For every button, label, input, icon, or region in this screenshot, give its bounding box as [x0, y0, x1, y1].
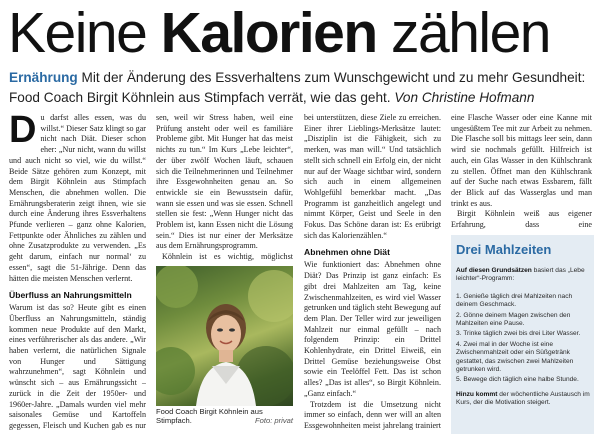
info-box-footer: [456, 391, 590, 408]
rule-item: 3. Trinke täglich zwei bis drei Liter Wasser.: [456, 330, 581, 338]
info-box-title: Drei Mahlzeiten: [456, 242, 552, 257]
column-1-paragraph-1: u darfst alles essen, was du willst.“ Dieser Satz klingt so gar nicht nach Diät. Dieser schon eher: „Nur nicht, wann du willst und auch nicht so viel, wie du willst.“ Beide Sätze gehören zum Konzept, mit dem Birgit Köhnlein aus Stimpfach Menschen, die abnehmen wollen. Die Ernährungsberaterin zeigt ihnen, wie sie durch eine Änderung ihres Essverhaltens Pfunde verlieren – ganz ohne Kalorien, Fettpunkte oder Ähnliches zu zählen und ohne Zusatzprodukte zu verwenden. „Es geht darum, einfach nur normal‘ zu essen“, sagt die 51-Jährige. Denn das hätten die meisten Menschen verlernt.: [9, 113, 146, 283]
column-4-paragraph-1: eine Flasche Wasser oder eine Kanne mit ungesüßtem Tee mit zur Arbeit zu nehmen. Die Flasche soll bis mittags leer sein, dann wird sie nochmals gefüllt. Hilfreich ist auch, ein Glas Wasser in den Kühlschrank zu stellen. Öffnet man den Kühlschrank auf der Suche nach etwas Essbarem, fällt der Blick auf das Wasserglas und man trinkt es aus.: [451, 113, 592, 208]
column-1-paragraph-2: Warum ist das so? Heute gibt es einen Überfluss an Nahrungsmitteln, ständig kommen neue Produkte auf den Markt, eines verführerischer als das andere. „Wir haben verlernt, die natürlichen Signale von Hunger und Sättigung wahrzunehmen“, sagt Köhnlein und wünscht sich – aus Ernährungssicht – zurück in die Zeit der 1950er- und 1960er-Jahre. „Damals wurden viel mehr saisonales Gemüse und Kartoffeln gegessen, Fleisch und Kuchen gab es nur: [9, 303, 146, 430]
info-box-footer-rest: der wöchentliche Austausch im Kurs, der die Motivation steigert.: [456, 390, 590, 407]
rules-list: [456, 293, 590, 385]
column-3-paragraph-2: Wie funktioniert das: Abnehmen ohne Diät? Das Prinzip ist ganz einfach: Es gibt drei Mahlzeiten am Tag, keine Zwischenmahlzeiten, es wird viel Wasser getrunken und täglich steht Bewegung auf dem Plan. Der Teller wird zur jeweiligen Mahlzeit nur einmal gefüllt – nach folgendem Prinzip: ein Drittel Kohlenhydrate, ein Drittel Eiweiß, ein Drittel Gemüse beziehungsweise Obst sowie ein Teelöffel Fett. Das ist schon alles? „Das ist alles“, so Birgit Köhnlein. „Ganz einfach.“: [304, 260, 441, 398]
article-column-2: [156, 113, 293, 263]
intro-teaser: [9, 68, 594, 108]
info-box-intro-bold: Auf diesen Grundsätzen: [456, 267, 532, 274]
subheading-abnehmen: Abnehmen ohne Diät: [304, 247, 390, 258]
column-2-paragraph-2: Köhnlein ist es wichtig, möglichst: [162, 252, 293, 262]
photo-caption: [156, 407, 293, 426]
info-box-footer-bold: Hinzu kommt: [456, 390, 498, 398]
column-3-paragraph-1: bei unterstützen, diese Ziele zu erreichen. Einer ihrer Lieblings-Merksätze lautet: „Disziplin ist die Fähigkeit, sich zu merken, was man will.“ Und tatsächlich stellt sich schnell ein Erfolg ein, der nicht nur auf der Waage sichtbar wird, sondern sich auch in einem allgemeinen Wohlgefühl bemerkbar macht. „Das Programm ist ganzheitlich angelegt und nimmt Körper, Geist und Seele in den Fokus. Das Schöne daran ist: Es erübrigt sich das Kalorienzählen.“: [304, 113, 441, 240]
info-box-intro: [456, 267, 590, 284]
article-column-4: [451, 113, 592, 231]
headline-keyword: Kalorien: [160, 1, 377, 65]
author-byline: Von Christine Hofmann: [394, 90, 535, 105]
portrait-photo: [156, 266, 293, 406]
column-2-paragraph-1: sen, weil wir Stress haben, weil eine Prüfung ansteht oder weil es familiäre Probleme gibt. Mit Hunger hat das meist nichts zu tun.“ Im Kurs „Lebe leichter“, der über zwölf Wochen läuft, schauen sich die Teilnehmerinnen und Teilnehmer ihre Essgewohnheiten genau an. So entwickle sie ein Bewusstsein dafür, wann sie essen und was sie essen. Schnell stellen sie fest: „Wenn Hunger nicht das Problem ist, kann Essen nicht die Lösung sein.“ Dies ist nur einer der Merksätze aus dem Ernährungsprogramm.: [156, 113, 293, 251]
headline-part-2: zählen: [376, 1, 550, 65]
column-3-paragraph-3: Trotzdem ist die Umsetzung nicht immer so einfach, denn wer will an alten Essgewohnheiten meist jahrelang trainiert: [304, 399, 441, 430]
caption-text: Food Coach Birgit Köhnlein aus Stimpfach.: [156, 407, 263, 426]
portrait-illustration: [156, 266, 293, 406]
rule-item: 1. Genieße täglich drei Mahlzeiten nach deinem Geschmack.: [456, 292, 573, 309]
rule-item: 5. Bewege dich täglich eine halbe Stunde.: [456, 376, 579, 384]
rule-item: 4. Zwei mal in der Woche ist eine Zwischenmahlzeit oder ein Süßgetränk gestattet, das zwischen zwei Mahlzeiten getrunken wird.: [456, 340, 574, 374]
photo-credit: Foto: privat: [255, 416, 293, 426]
intro-text: Mit der Änderung des Essverhaltens zum Wunschgewicht und zu mehr Gesundheit: Food Coach Birgit Köhnlein aus Stimpfach verrät, wie das geht.: [9, 70, 586, 105]
subheading-ueberfluss: Überfluss an Nahrungsmitteln: [9, 290, 132, 301]
column-4-paragraph-2: Birgit Köhnlein weiß aus eigener Erfahrung, dass eine: [451, 209, 592, 230]
headline-part-1: Keine: [8, 1, 161, 65]
info-box: [451, 235, 594, 434]
headline: [8, 0, 598, 66]
drop-cap: D: [9, 113, 37, 151]
article-column-3: [304, 113, 441, 431]
info-box-intro-rest: basiert das „Lebe leichter“-Programm:: [456, 267, 585, 283]
rule-item: 2. Gönne deinem Magen zwischen den Mahlzeiten eine Pause.: [456, 311, 571, 328]
article-column-1: [9, 113, 146, 431]
section-kicker: Ernährung: [9, 70, 78, 85]
